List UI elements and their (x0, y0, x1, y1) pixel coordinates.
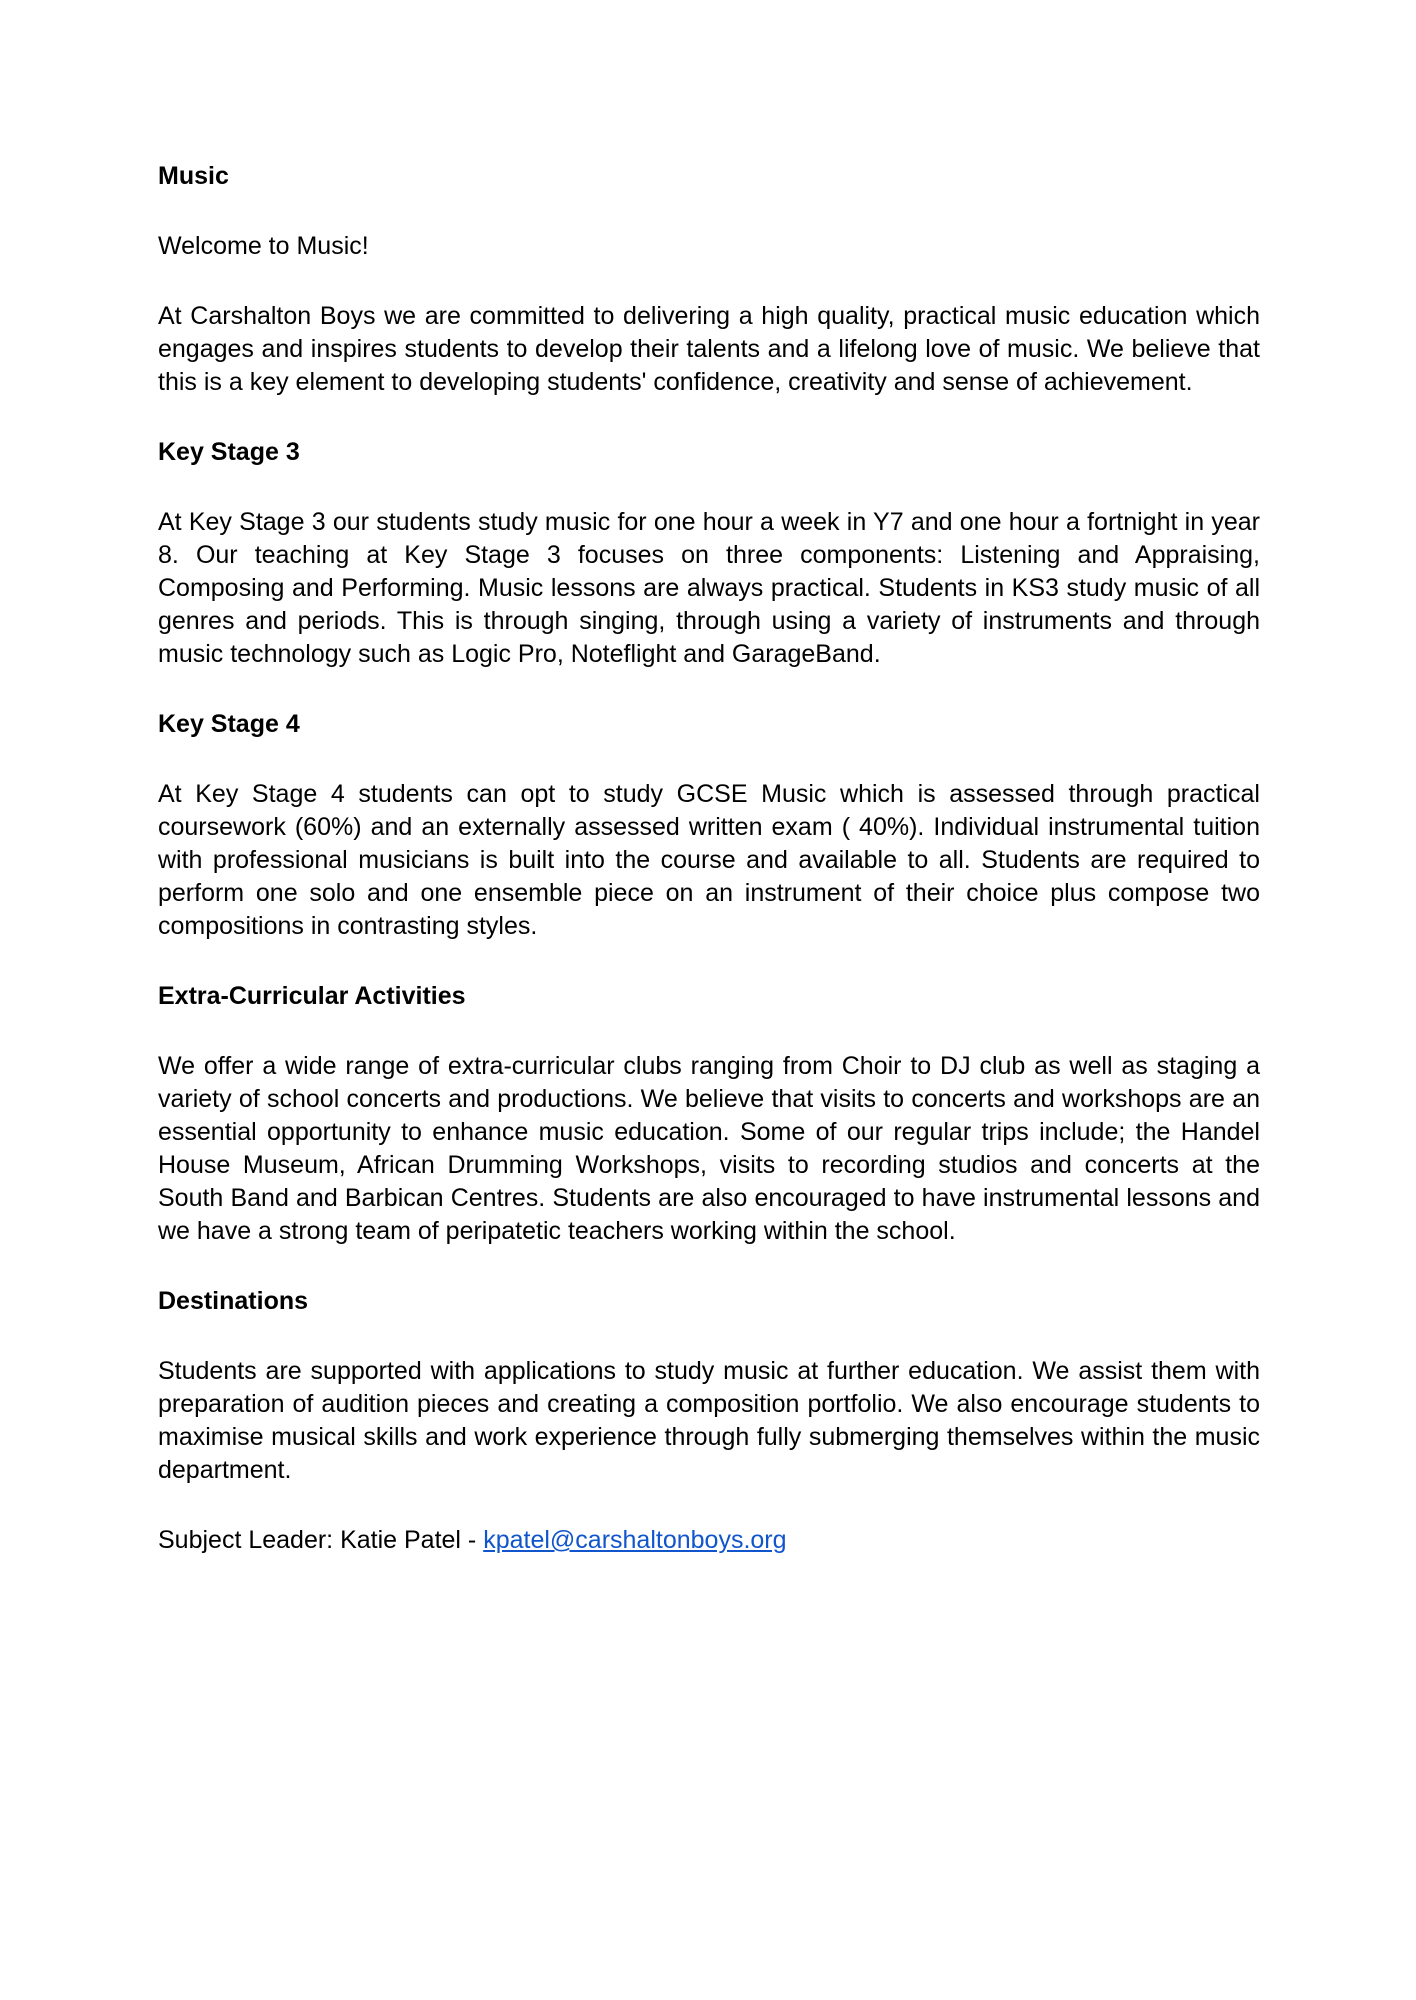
section-paragraph-key-stage-3: At Key Stage 3 our students study music for one hour a week in Y7 and one hour a fortnight in year 8. Our teaching at Key Stage 3 focuses on three components: Listening and Appraising, Composing and Performing. Music lessons are always practical. Students in KS3 study music of all genres and periods. This is through singing, through using a variety of instruments and through music technology such as Logic Pro, Noteflight and GarageBand. (158, 508, 1260, 668)
section-paragraph-key-stage-4: At Key Stage 4 students can opt to study GCSE Music which is assessed through practical coursework (60%) and an externally assessed written exam ( 40%). Individual instrumental tuition with professional musicians is built into the course and available to all. Students are required to perform one solo and one ensemble piece on an instrument of their choice plus compose two compositions in contrasting styles. (158, 780, 1260, 940)
subject-leader-line (158, 1524, 1260, 1557)
section-heading-key-stage-4: Key Stage 4 (158, 710, 300, 738)
welcome-line: Welcome to Music! (158, 232, 369, 260)
section-paragraph-extra-curricular: We offer a wide range of extra-curricular clubs ranging from Choir to DJ club as well as staging a variety of school concerts and productions. We believe that visits to concerts and workshops are an essential opportunity to enhance music education. Some of our regular trips include; the Handel House Museum, African Drumming Workshops, visits to recording studios and concerts at the South Band and Barbican Centres. Students are also encouraged to have instrumental lessons and we have a strong team of peripatetic teachers working within the school. (158, 1052, 1260, 1245)
subject-leader-label: Subject Leader: Katie Patel - (158, 1526, 484, 1554)
intro-paragraph: At Carshalton Boys we are committed to delivering a high quality, practical music education which engages and inspires students to develop their talents and a lifelong love of music. We believe that this is a key element to developing students' confidence, creativity and sense of achievement. (158, 302, 1260, 396)
page-title: Music (158, 162, 229, 190)
section-paragraph-destinations: Students are supported with applications to study music at further education. We assist them with preparation of audition pieces and creating a composition portfolio. We also encourage students to maximise musical skills and work experience through fully submerging themselves within the music department. (158, 1357, 1260, 1484)
subject-leader-email-link[interactable]: kpatel@carshaltonboys.org (483, 1526, 787, 1554)
section-heading-key-stage-3: Key Stage 3 (158, 438, 300, 466)
section-heading-extra-curricular: Extra-Curricular Activities (158, 982, 466, 1010)
section-heading-destinations: Destinations (158, 1287, 309, 1315)
